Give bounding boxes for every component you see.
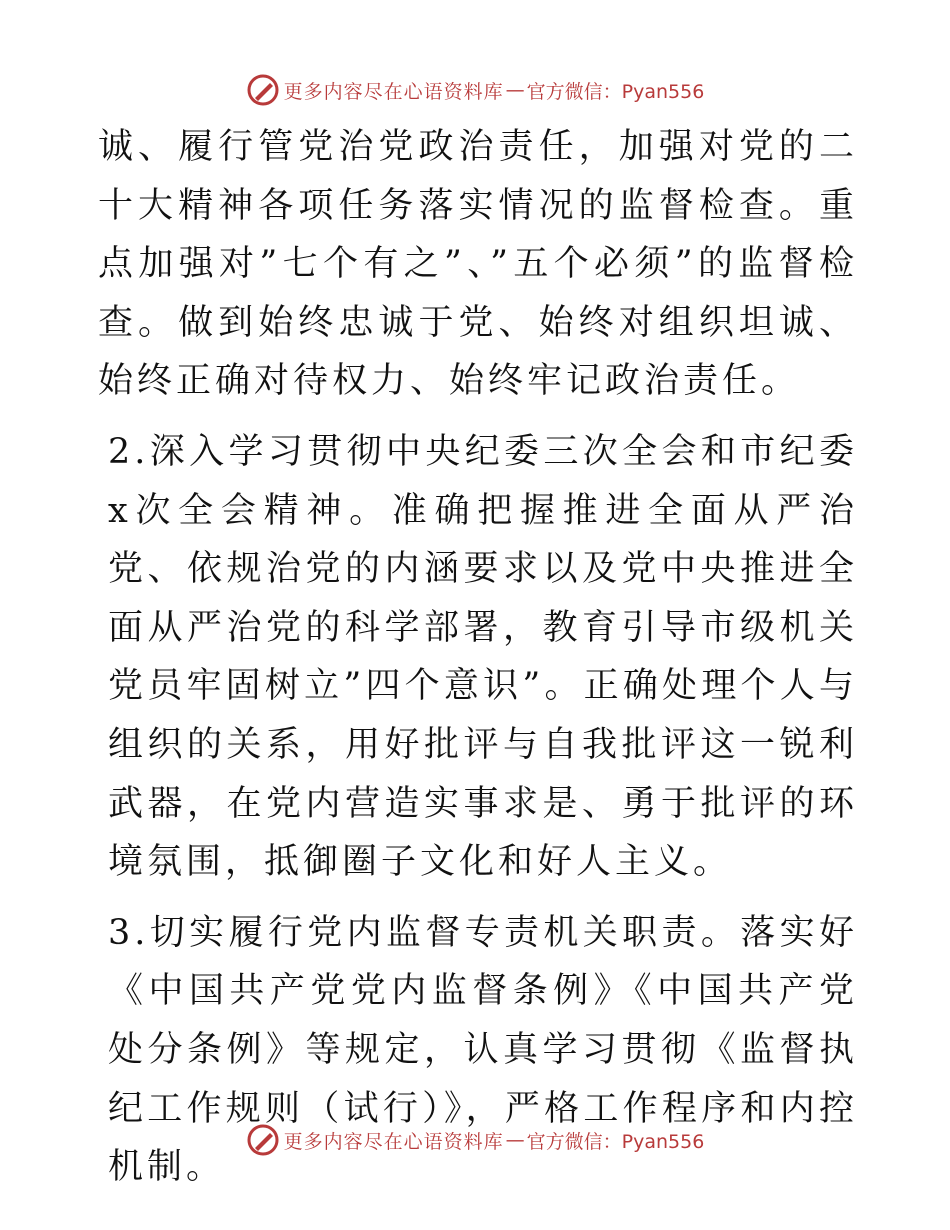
footer-wechat-text: 官方微信：Pyan556 — [526, 1130, 705, 1153]
header-watermark-banner — [0, 70, 950, 110]
pen-logo-icon — [246, 1123, 280, 1157]
paragraph-3: 3.切实履行党内监督专责机关职责。落实好《中国共产党党内监督条例》《中国共产党处分条例》等规定，认真学习贯彻《监督执纪工作规则（试行）》，严格工作程序和内控机制。 — [108, 912, 858, 1188]
pen-logo-icon — [246, 73, 280, 107]
footer-separator: — — [505, 1129, 525, 1151]
header-wechat-text: 官方微信：Pyan556 — [526, 80, 705, 103]
footer-brand-text: 更多内容尽在心语资料库 — [283, 1130, 504, 1153]
paragraph-2: 2.深入学习贯彻中央纪委三次全会和市纪委x次全会精神。准确把握推进全面从严治党、依规治党的内涵要求以及党中央推进全面从严治党的科学部署，教育引导市级机关党员牢固树立”四个意识”。正确处理个人与组织的关系，用好批评与自我批评这一锐利武器，在党内营造实事求是、勇于批评的环境氛围，抵御圈子文化和好人主义。 — [108, 431, 858, 883]
header-separator: — — [505, 79, 525, 101]
header-brand-text: 更多内容尽在心语资料库 — [283, 80, 504, 103]
paragraph-1: 诚、履行管党治党政治责任，加强对党的二十大精神各项任务落实情况的监督检查。重点加强对”七个有之”、”五个必须”的监督检查。做到始终忠诚于党、始终对组织坦诚、始终正确对待权力、始终牢记政治责任。 — [98, 127, 858, 402]
document-body — [98, 118, 858, 1197]
footer-watermark-banner — [0, 1120, 950, 1160]
